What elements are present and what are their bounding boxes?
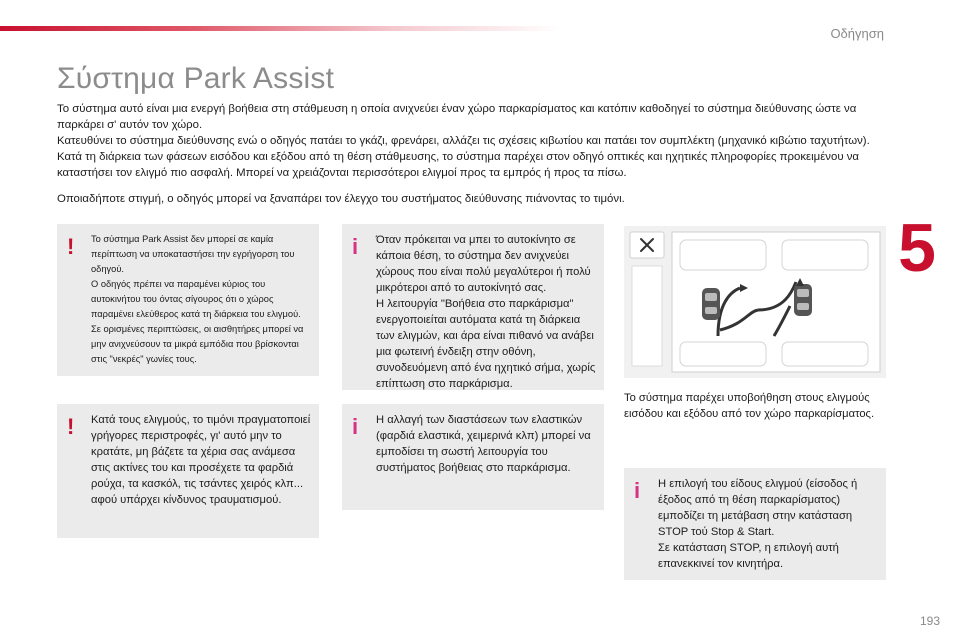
info-icon: i (634, 478, 641, 503)
warning-box-driver-attention (57, 224, 319, 376)
car-right-icon (794, 284, 812, 316)
intro-text (57, 101, 893, 207)
warning-box-steering-wheel (57, 404, 319, 538)
intro-paragraph-3: Οποιαδήποτε στιγμή, ο οδηγός μπορεί να ξαναπάρει τον έλεγχο του συστήματος διεύθυνσης πιάνοντας το τιμόνι. (57, 193, 625, 205)
info-text: Όταν πρόκειται να μπει το αυτοκίνητο σε κάποια θέση, το σύστημα δεν ανιχνεύει χώρους που είναι πολύ μεγαλύτεροι ή πολύ μικρότεροι από το αυτοκίνητό σας. Η λειτουργία "Βοήθεια στο παρκάρισμα" ενεργοποιείται αυτόματα κατά τη διάρκεια των ελιγμών, και άρα είναι πιθανό να ανάβει μια φωτεινή ένδειξη στην οθόνη, συνοδευόμενη από ένα ηχητικό σήμα, χωρίς επίπτωση στο παρκάρισμα. (376, 234, 596, 390)
intro-paragraph-2: Κατευθύνει το σύστημα διεύθυνσης ενώ ο οδηγός πατάει το γκάζι, φρενάρει, αλλάζει τις σχέσεις κιβωτίου και πατάει τον συμπλέκτη (μηχανικό κιβώτιο ταχυτήτων). Κατά τη διάρκεια των φάσεων εισόδου και εξόδου από τη θέση στάθμευσης, το σύστημα παρέχει στον οδηγό οπτικές και ηχητικές πληροφορίες προκειμένου να καταστήσει τον ελιγμό πιο ασφαλή. Μπορεί να χρειάζονται περισσότεροι ελιγμοί προς τα εμπρός ή προς τα πίσω. (57, 135, 870, 179)
side-strip (632, 266, 662, 366)
park-assist-screen-illustration (624, 226, 886, 378)
info-icon: i (352, 414, 359, 439)
header-accent-bar (0, 26, 560, 31)
page-number: 193 (919, 614, 940, 628)
info-icon: i (352, 234, 359, 259)
warning-icon: ! (67, 234, 75, 259)
page-title: Σύστημα Park Assist (57, 62, 335, 95)
info-text: Η επιλογή του είδους ελιγμού (είσοδος ή έξοδος από τη θέση παρκαρίσματος) εμποδίζει τη μετάβαση στην κατάσταση STOP τού Stop & Start. Σε κατάσταση STOP, η επιλογή αυτή επανεκκινεί τον κινητήρα. (658, 478, 858, 570)
section-label: Οδήγηση (830, 26, 884, 41)
warning-icon: ! (67, 414, 75, 439)
info-box-space-detection (342, 224, 604, 390)
warning-text: Κατά τους ελιγμούς, το τιμόνι πραγματοποιεί γρήγορες περιστροφές, γι' αυτό μην το κρατάτε, μη βάζετε τα χέρια σας ανάμεσα στις ακτίνες του και προσέχετε τα φαρδιά ρούχα, τα κασκόλ, τις τσάντες χειρός κλπ... αφού υπάρχει κίνδυνος τραυματισμού. (91, 414, 311, 506)
info-text: Η αλλαγή των διαστάσεων των ελαστικών (φαρδιά ελαστικά, χειμερινά κλπ) μπορεί να εμποδίσει τη σωστή λειτουργία του συστήματος βοήθειας στο παρκάρισμα. (376, 414, 591, 474)
warning-text: Το σύστημα Park Assist δεν μπορεί σε καμία περίπτωση να υποκαταστήσει την εγρήγορση του οδηγού. Ο οδηγός πρέπει να παραμένει κύριος του αυτοκινήτου του όντας σίγουρος ότι ο χώρος παραμένει ελεύθερος κατά τη διάρκεια του ελιγμού. Σε ορισμένες περιπτώσεις, οι αισθητήρες μπορεί να μην ανιχνεύσουν τα μικρά εμπόδια που βρίσκονται στις "νεκρές" γωνίες τους. (91, 234, 304, 364)
intro-paragraph-1: Το σύστημα αυτό είναι μια ενεργή βοήθεια στη στάθμευση η οποία ανιχνεύει έναν χώρο παρκαρίσματος και κατόπιν καθοδηγεί το σύστημα διεύθυνσης ώστε να παρκάρει σ' αυτόν τον χώρο. (57, 103, 857, 131)
chapter-number: 5 (898, 210, 936, 286)
park-assist-diagram (624, 226, 886, 378)
car-left-icon (702, 288, 720, 320)
info-box-stop-start (624, 468, 886, 580)
screen-caption: Το σύστημα παρέχει υποβοήθηση στους ελιγμούς εισόδου και εξόδου από τον χώρο παρκαρίσματος. (624, 392, 875, 420)
info-box-tyre-dimensions (342, 404, 604, 510)
